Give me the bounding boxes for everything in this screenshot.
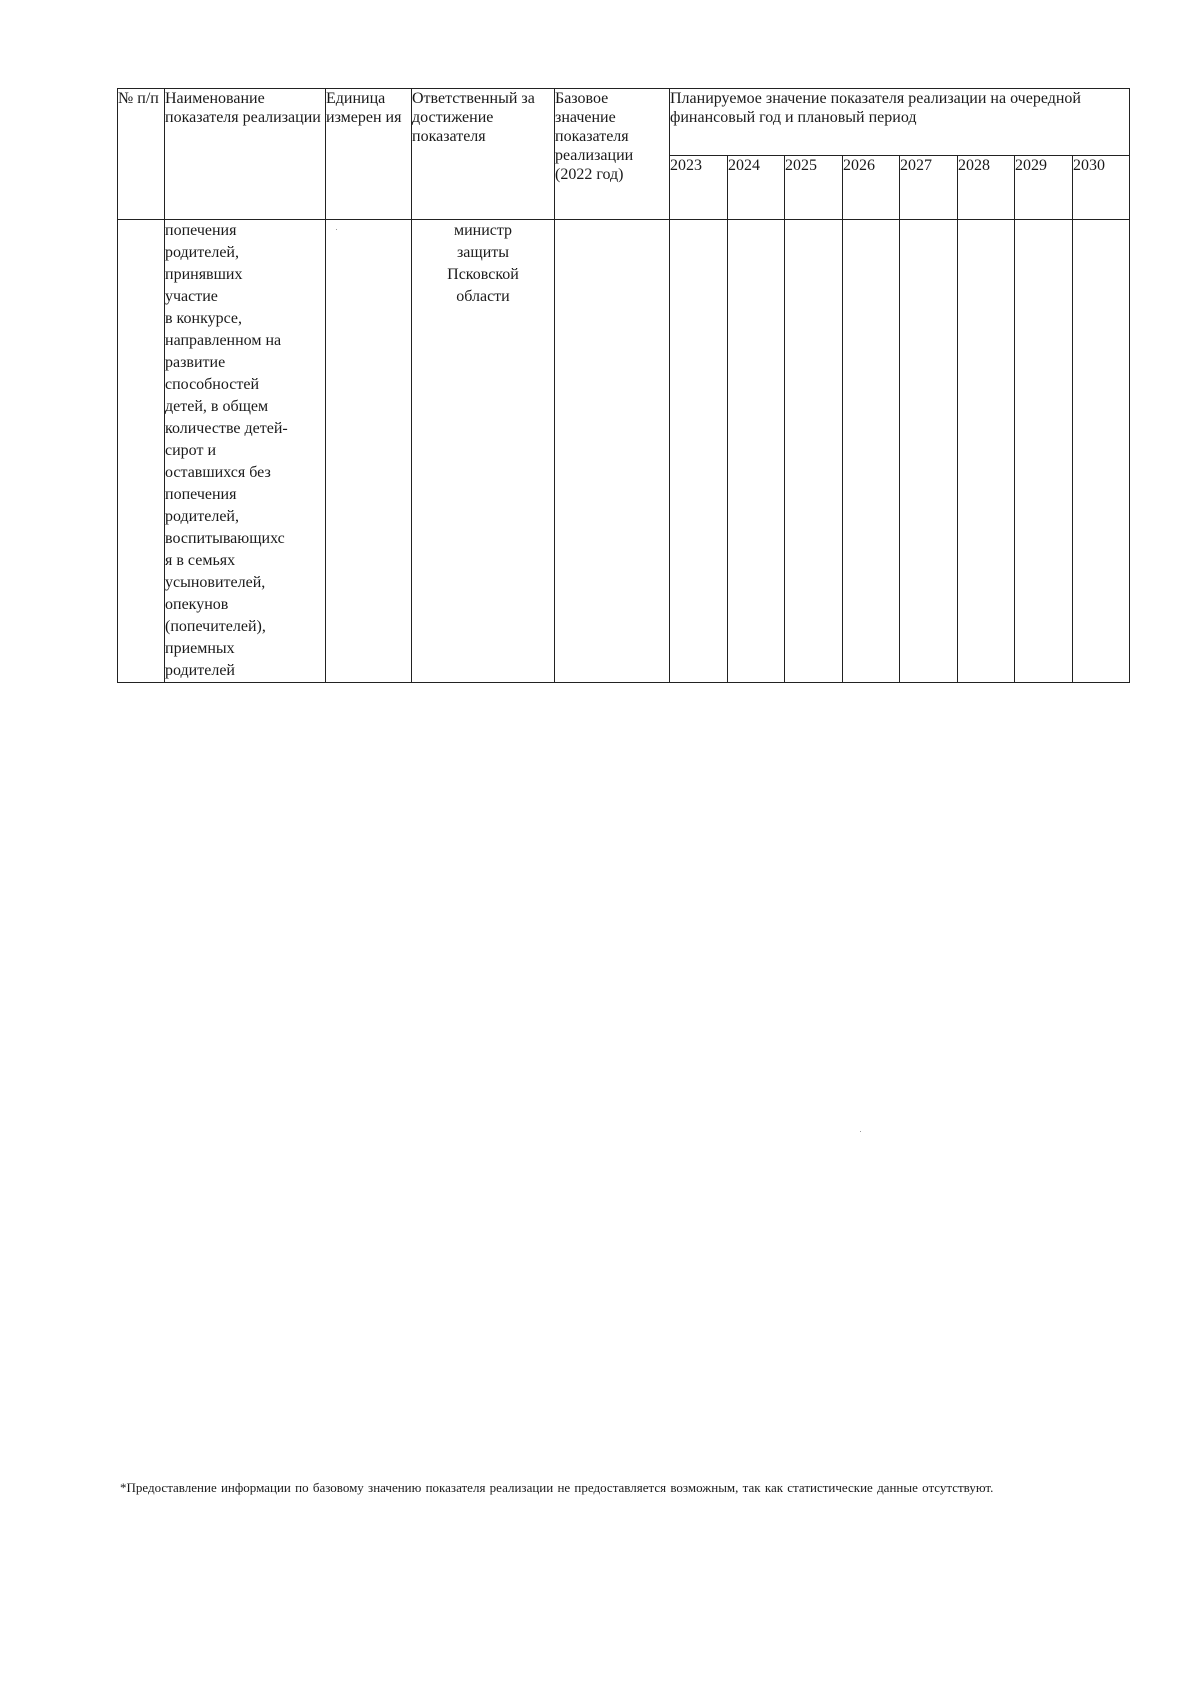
cell-year-2024 xyxy=(728,220,785,683)
header-name: Наименование показателя реализации xyxy=(165,89,326,220)
header-planned-value: Планируемое значение показателя реализации на очередной финансовый год и плановый период xyxy=(670,89,1130,156)
header-row xyxy=(118,89,1130,156)
cell-year-2025 xyxy=(785,220,843,683)
header-unit: Единица измерен ия xyxy=(326,89,412,220)
cell-num xyxy=(118,220,165,683)
cell-responsible: министр защиты Псковской области xyxy=(412,220,555,683)
header-base-value: Базовое значение показателя реализации (2022 год) xyxy=(555,89,670,220)
header-num: № п/п xyxy=(118,89,165,220)
table-row xyxy=(118,220,1130,683)
scan-speck xyxy=(336,229,337,230)
header-responsible: Ответственный за достижение показателя xyxy=(412,89,555,220)
cell-year-2027 xyxy=(900,220,958,683)
header-year-2025: 2025 xyxy=(785,156,843,220)
cell-year-2026 xyxy=(843,220,900,683)
cell-indicator-name: попечения родителей, принявших участие в конкурсе, направленном на развитие способностей детей, в общем количестве детей- сирот и оставшихся без попечения родителей, воспитывающихс я в семьях усыновителей, опекунов (попечителей), приемных родителей xyxy=(165,220,326,683)
indicators-table xyxy=(117,88,1130,683)
scan-speck xyxy=(860,1131,861,1132)
header-year-2026: 2026 xyxy=(843,156,900,220)
header-year-2024: 2024 xyxy=(728,156,785,220)
header-year-2023: 2023 xyxy=(670,156,728,220)
cell-year-2030 xyxy=(1073,220,1130,683)
header-year-2029: 2029 xyxy=(1015,156,1073,220)
cell-year-2028 xyxy=(958,220,1015,683)
header-year-2030: 2030 xyxy=(1073,156,1130,220)
footnote: *Предоставление информации по базовому значению показателя реализации не предоставляется возможным, так как статистические данные отсутствуют. xyxy=(120,1480,994,1495)
cell-base-value xyxy=(555,220,670,683)
header-year-2027: 2027 xyxy=(900,156,958,220)
cell-unit xyxy=(326,220,412,683)
cell-year-2023 xyxy=(670,220,728,683)
header-year-2028: 2028 xyxy=(958,156,1015,220)
cell-year-2029 xyxy=(1015,220,1073,683)
